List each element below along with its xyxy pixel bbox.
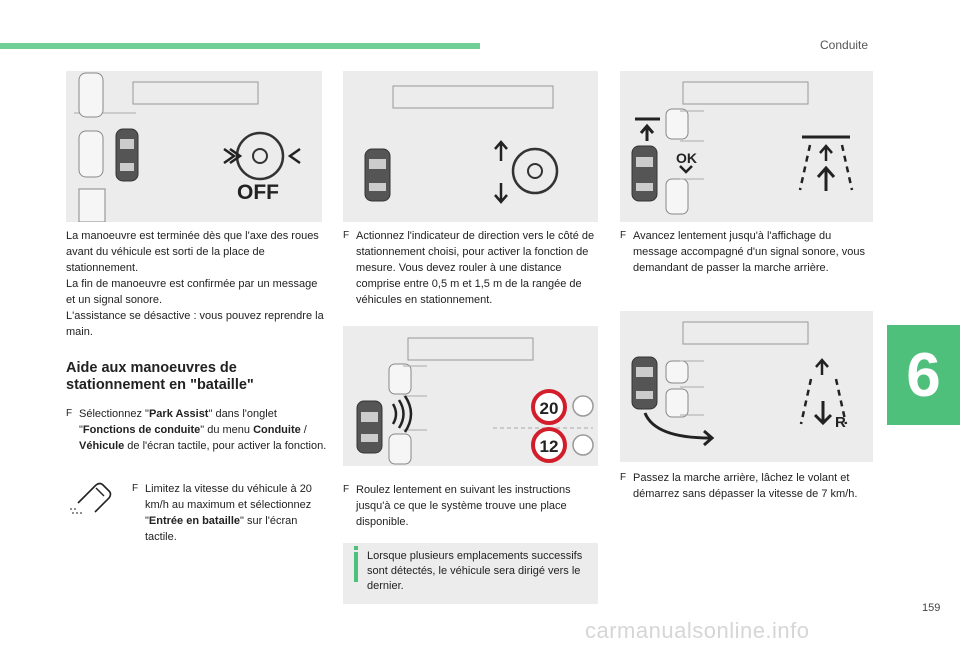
bullet-marker: F — [66, 408, 73, 419]
info-icon-dot — [354, 546, 358, 550]
illustration-forward-ok — [620, 71, 873, 222]
chapter-tab: 6 — [887, 325, 960, 425]
text-bold: Park Assist — [148, 408, 209, 420]
header-accent-bar — [0, 43, 480, 49]
text: " du menu — [200, 424, 254, 436]
ok-label: OK — [676, 150, 697, 166]
text: Limitez la vitesse du véhicule à 20 km/h au maximum et sélectionnez " — [145, 483, 312, 527]
text: Sélectionnez " — [79, 408, 149, 420]
off-label: OFF — [237, 181, 279, 204]
paragraph: L'assistance se désactive : vous pouvez reprendre la main. — [66, 310, 324, 338]
bullet-marker: F — [620, 472, 627, 483]
text-bold: Fonctions de conduite — [82, 424, 201, 436]
illustration-speed-guidance — [343, 326, 598, 466]
touchscreen-hand-icon — [68, 479, 116, 515]
text: Passez la marche arrière, lâchez le volant et démarrez sans dépasser la vitesse de 7 km/h. — [633, 472, 858, 500]
watermark: carmanualsonline.info — [585, 618, 810, 643]
step-select-park-assist — [66, 406, 328, 454]
exit-description — [66, 228, 328, 340]
speed-sign-12: 12 — [539, 437, 559, 456]
step-advance-slowly — [620, 228, 875, 276]
info-icon-bar — [354, 552, 358, 582]
paragraph: La fin de manoeuvre est confirmée par un message et un signal sonore. — [66, 278, 318, 306]
text: " sur l'écran tactile. — [145, 515, 298, 543]
step-reverse — [620, 470, 875, 502]
text-bold: Véhicule — [79, 440, 125, 452]
step-turn-signal — [343, 228, 605, 308]
bullet-marker: F — [343, 484, 350, 495]
bullet-marker: F — [343, 230, 350, 241]
text: de l'écran tactile, pour activer la fonction. — [124, 440, 327, 452]
section-heading: Aide aux manoeuvres de stationnement en "bataille" — [66, 360, 254, 393]
text: Actionnez l'indicateur de direction vers le côté de stationnement choisi, pour activer la fonction de mesure. Vous devez rouler à une distance comprise entre 0,5 m et 1,5 m de la rangée de véhicules en stationnement. — [356, 230, 595, 306]
text: " dans l'onglet " — [79, 408, 277, 436]
step-drive-slowly — [343, 482, 605, 530]
text: Roulez lentement en suivant les instructions jusqu'à ce que le système trouve une place disponible. — [356, 484, 571, 528]
info-text: Lorsque plusieurs emplacements successifs sont détectés, le véhicule sera dirigé vers le dernier. — [367, 550, 583, 592]
section-title: Conduite — [820, 38, 869, 52]
illustration-turn-signal — [343, 71, 598, 222]
speed-sign-20: 20 — [539, 399, 559, 418]
text-bold: Entrée en bataille — [148, 515, 240, 527]
illustration-exit-manoeuvre — [66, 71, 322, 222]
page-number: 159 — [922, 602, 941, 614]
text: / — [300, 424, 307, 436]
step-limit-speed — [132, 481, 322, 545]
text-bold: Conduite — [253, 424, 301, 436]
text: Avancez lentement jusqu'à l'affichage du message accompagné d'un signal sonore, vous demandant de passer la marche arrière. — [633, 230, 866, 274]
illustration-reverse — [620, 311, 873, 462]
paragraph: La manoeuvre est terminée dès que l'axe des roues avant du véhicule est sorti de la place de stationnement. — [66, 230, 319, 274]
bullet-marker: F — [132, 483, 139, 494]
bullet-marker: F — [620, 230, 627, 241]
info-box — [343, 543, 598, 604]
reverse-gear-label: R — [835, 414, 846, 431]
